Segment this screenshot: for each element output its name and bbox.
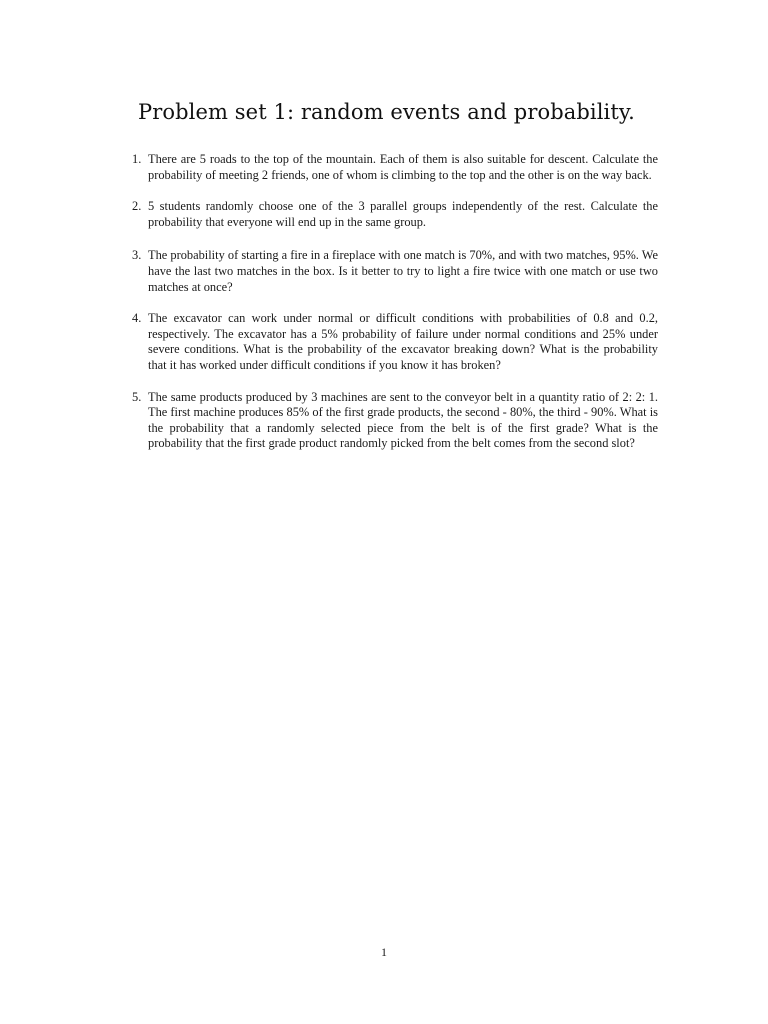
problem-item-3 [113, 248, 658, 295]
problem-number: 2. [132, 199, 142, 214]
problem-text: The excavator can work under normal or difficult conditions with probabilities of 0.8 and 0.2, respectively. The excavator has a 5% probability of failure under normal conditions and 25% under severe conditions. What is the probability of the excavator breaking down? What is the probability that it has worked under difficult conditions if you know it has broken? [148, 311, 658, 372]
problem-text: The probability of starting a fire in a fireplace with one match is 70%, and with two matches, 95%. We have the last two matches in the box. Is it better to try to light a fire twice with one match or use two matches at once? [148, 248, 658, 294]
problem-list [113, 152, 658, 468]
problem-item-1 [113, 152, 658, 183]
problem-text: 5 students randomly choose one of the 3 parallel groups independently of the rest. Calculate the probability that everyone will end up in the same group. [148, 199, 658, 229]
problem-item-2 [113, 199, 658, 230]
problem-text: There are 5 roads to the top of the mountain. Each of them is also suitable for descent. Calculate the probability of meeting 2 friends, one of whom is climbing to the top and the other is on the way back. [148, 152, 658, 182]
problem-number: 3. [132, 248, 142, 263]
problem-number: 1. [132, 152, 142, 166]
problem-item-5 [113, 390, 658, 452]
problem-number: 5. [132, 389, 142, 404]
page-title: Problem set 1: random events and probability. [138, 100, 635, 124]
problem-number: 4. [132, 311, 142, 326]
problem-text: The same products produced by 3 machines are sent to the conveyor belt in a quantity ratio of 2: 2: 1. The first machine produces 85% of the first grade products, the second - 80%, the third - 90%. What is the probability that a randomly selected piece from the belt is of the first grade? What is the probability that the first grade product randomly picked from the belt comes from the second slot? [148, 389, 658, 451]
problem-item-4 [113, 311, 658, 373]
page-number: 1 [381, 945, 387, 959]
